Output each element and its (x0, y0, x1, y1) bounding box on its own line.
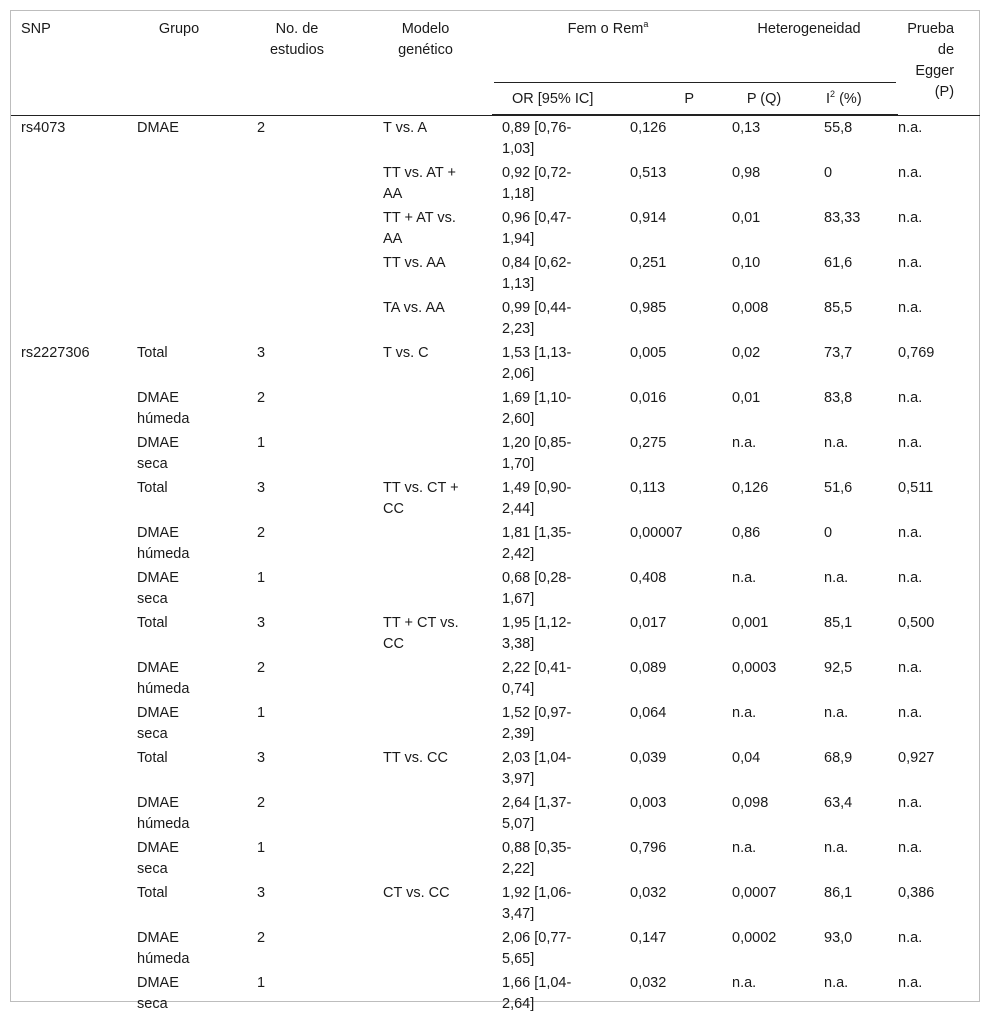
cell-snp (11, 296, 137, 341)
cell-grupo: DMAE húmeda (137, 660, 190, 697)
header-i2-base: I (826, 91, 831, 107)
cell-modelo (367, 566, 492, 611)
cell-pq: 0,0007 (732, 885, 777, 901)
cell-egger: 0,769 (898, 345, 935, 361)
cell-snp (11, 431, 137, 476)
cell-or: 1,49 [0,90-2,44] (502, 480, 572, 517)
table-row (11, 881, 980, 926)
cell-grupo (137, 296, 249, 341)
cell-egger: n.a. (898, 660, 923, 676)
cell-snp (11, 476, 137, 521)
cell-grupo: Total (137, 885, 168, 901)
cell-estudios: 1 (257, 570, 266, 586)
cell-p: 0,016 (630, 390, 667, 406)
cell-or: 0,88 [0,35-2,22] (502, 840, 572, 877)
cell-i2: n.a. (824, 435, 849, 451)
cell-egger: n.a. (898, 300, 923, 316)
cell-egger: n.a. (898, 390, 923, 406)
cell-or: 1,81 [1,35-2,42] (502, 525, 572, 562)
cell-pq: 0,02 (732, 345, 761, 361)
cell-snp (11, 746, 137, 791)
cell-snp (11, 386, 137, 431)
cell-grupo: DMAE seca (137, 975, 179, 1012)
cell-p: 0,796 (630, 840, 667, 856)
cell-p: 0,017 (630, 615, 667, 631)
cell-modelo: TT vs. CC (383, 750, 448, 766)
cell-i2: 0 (824, 525, 833, 541)
cell-p: 0,005 (630, 345, 667, 361)
cell-modelo: TA vs. AA (383, 300, 445, 316)
cell-i2: 55,8 (824, 120, 853, 136)
cell-grupo (137, 251, 249, 296)
cell-grupo: Total (137, 345, 168, 361)
table-row (11, 296, 980, 341)
cell-pq: 0,0002 (732, 930, 777, 946)
cell-estudios: 1 (257, 705, 266, 721)
cell-pq: n.a. (732, 435, 757, 451)
cell-estudios: 2 (257, 119, 266, 136)
cell-estudios: 3 (257, 615, 266, 631)
cell-pq: n.a. (732, 975, 757, 991)
cell-pq: 0,098 (732, 795, 769, 811)
cell-egger: n.a. (898, 570, 923, 586)
cell-snp (11, 251, 137, 296)
cell-pq: n.a. (732, 570, 757, 586)
header-fem-text: Fem o Rem (567, 21, 644, 37)
cell-pq: 0,126 (732, 480, 769, 496)
cell-modelo: TT + AT vs. AA (383, 210, 456, 247)
cell-or: 0,84 [0,62-1,13] (502, 255, 572, 292)
cell-egger: n.a. (898, 165, 923, 181)
cell-or: 0,96 [0,47-1,94] (502, 210, 572, 247)
header-pq: P (Q) (722, 83, 814, 115)
cell-p: 0,032 (630, 975, 667, 991)
cell-pq: 0,10 (732, 255, 761, 271)
cell-snp (11, 206, 137, 251)
cell-i2: 68,9 (824, 750, 853, 766)
cell-modelo (367, 386, 492, 431)
cell-p: 0,408 (630, 570, 667, 586)
cell-egger: 0,511 (898, 480, 934, 496)
cell-egger: n.a. (898, 705, 923, 721)
cell-i2: 61,6 (824, 255, 853, 271)
table-row (11, 251, 980, 296)
cell-modelo (367, 431, 492, 476)
header-hetero (722, 11, 898, 83)
cell-snp (11, 836, 137, 881)
cell-pq: n.a. (732, 840, 757, 856)
cell-grupo: DMAE seca (137, 570, 179, 607)
cell-egger: n.a. (898, 930, 923, 946)
header-estudios: No. de estudios (249, 11, 367, 115)
cell-snp (11, 161, 137, 206)
table-row (11, 701, 980, 746)
cell-grupo: DMAE húmeda (137, 795, 190, 832)
table-row (11, 566, 980, 611)
table-row (11, 656, 980, 701)
cell-modelo (367, 656, 492, 701)
cell-i2: 85,5 (824, 300, 853, 316)
table-row (11, 386, 980, 431)
cell-or: 2,03 [1,04-3,97] (502, 750, 572, 787)
cell-p: 0,00007 (630, 525, 683, 541)
cell-i2: 51,6 (824, 480, 853, 496)
table-row (11, 161, 980, 206)
cell-egger: n.a. (898, 975, 923, 991)
cell-grupo (137, 161, 249, 206)
table-row (11, 206, 980, 251)
cell-estudios: 1 (257, 975, 266, 991)
cell-or: 0,89 [0,76-1,03] (502, 120, 572, 157)
cell-grupo: DMAE (137, 119, 179, 136)
header-or: OR [95% IC] (492, 83, 620, 115)
cell-grupo: DMAE seca (137, 435, 179, 472)
cell-egger: n.a. (898, 119, 923, 136)
cell-grupo: DMAE húmeda (137, 930, 190, 967)
cell-or: 1,53 [1,13-2,06] (502, 345, 572, 382)
cell-i2: 73,7 (824, 345, 853, 361)
cell-egger: n.a. (898, 255, 923, 271)
cell-p: 0,147 (630, 930, 667, 946)
header-i2-sup: 2 (830, 89, 836, 99)
cell-i2: n.a. (824, 975, 849, 991)
header-p: P (620, 83, 722, 115)
cell-pq: 0,001 (732, 615, 769, 631)
cell-egger: 0,927 (898, 750, 935, 766)
cell-egger: 0,386 (898, 885, 935, 901)
cell-p: 0,113 (630, 480, 666, 496)
cell-or: 1,69 [1,10-2,60] (502, 390, 572, 427)
cell-snp (11, 791, 137, 836)
cell-p: 0,089 (630, 660, 667, 676)
cell-pq: 0,01 (732, 210, 761, 226)
table-row (11, 836, 980, 881)
cell-estudios (249, 206, 367, 251)
cell-or: 1,92 [1,06-3,47] (502, 885, 572, 922)
cell-or: 1,52 [0,97-2,39] (502, 705, 572, 742)
cell-snp (11, 611, 137, 656)
table-row (11, 971, 980, 1016)
cell-modelo (367, 926, 492, 971)
cell-egger: n.a. (898, 525, 923, 541)
cell-modelo (367, 701, 492, 746)
cell-or: 0,92 [0,72-1,18] (502, 165, 572, 202)
cell-p: 0,275 (630, 435, 667, 451)
cell-i2: 85,1 (824, 615, 853, 631)
header-i2-rest: (%) (835, 91, 862, 107)
cell-p: 0,064 (630, 705, 667, 721)
cell-pq: n.a. (732, 705, 757, 721)
cell-estudios: 1 (257, 435, 266, 451)
header-fem-sup: a (643, 19, 649, 29)
cell-or: 2,22 [0,41-0,74] (502, 660, 572, 697)
cell-estudios (249, 161, 367, 206)
table-body (11, 115, 980, 1016)
cell-grupo: DMAE húmeda (137, 390, 190, 427)
cell-estudios: 2 (257, 930, 266, 946)
cell-snp: rs2227306 (21, 345, 90, 361)
cell-egger: n.a. (898, 840, 923, 856)
table-row (11, 746, 980, 791)
cell-p: 0,914 (630, 210, 667, 226)
cell-pq: 0,04 (732, 750, 761, 766)
header-snp: SNP (11, 11, 137, 115)
cell-modelo: T vs. C (383, 345, 429, 361)
cell-modelo: TT vs. CT + CC (383, 480, 459, 517)
cell-pq: 0,86 (732, 525, 761, 541)
cell-snp (11, 656, 137, 701)
table-row (11, 476, 980, 521)
cell-i2: 0 (824, 165, 833, 181)
cell-or: 0,68 [0,28-1,67] (502, 570, 572, 607)
cell-p: 0,003 (630, 795, 667, 811)
cell-i2: 93,0 (824, 930, 853, 946)
table-row (11, 611, 980, 656)
cell-pq: 0,01 (732, 390, 761, 406)
header-modelo: Modelo genético (367, 11, 492, 115)
cell-p: 0,251 (630, 255, 667, 271)
cell-modelo: CT vs. CC (383, 885, 450, 901)
table-row (11, 431, 980, 476)
cell-p: 0,039 (630, 750, 667, 766)
cell-or: 1,66 [1,04-2,64] (502, 975, 572, 1012)
table-row (11, 521, 980, 566)
cell-snp (11, 926, 137, 971)
cell-egger: n.a. (898, 795, 923, 811)
cell-egger: 0,500 (898, 615, 935, 631)
cell-snp (11, 881, 137, 926)
cell-pq: 0,008 (732, 300, 769, 316)
cell-grupo: Total (137, 480, 168, 496)
cell-grupo: DMAE seca (137, 705, 179, 742)
table-row (11, 341, 980, 386)
cell-or: 2,64 [1,37-5,07] (502, 795, 572, 832)
cell-i2: 92,5 (824, 660, 853, 676)
cell-modelo (367, 791, 492, 836)
cell-pq: 0,0003 (732, 660, 777, 676)
cell-estudios (249, 296, 367, 341)
cell-estudios: 2 (257, 390, 266, 406)
cell-modelo (367, 521, 492, 566)
cell-modelo: T vs. A (383, 119, 428, 136)
cell-pq: 0,13 (732, 120, 761, 136)
cell-pq: 0,98 (732, 165, 761, 181)
cell-estudios: 3 (257, 885, 266, 901)
cell-modelo: TT vs. AA (383, 255, 446, 271)
cell-or: 1,95 [1,12-3,38] (502, 615, 572, 652)
cell-estudios: 3 (257, 750, 266, 766)
cell-snp (11, 521, 137, 566)
table-row (11, 926, 980, 971)
cell-snp (11, 566, 137, 611)
header-i2 (814, 83, 898, 115)
cell-estudios (249, 251, 367, 296)
cell-or: 2,06 [0,77-5,65] (502, 930, 572, 967)
cell-estudios: 3 (257, 345, 266, 361)
cell-p: 0,513 (630, 165, 667, 181)
cell-grupo: Total (137, 750, 168, 766)
cell-estudios: 2 (257, 660, 266, 676)
cell-or: 1,20 [0,85-1,70] (502, 435, 572, 472)
cell-snp: rs4073 (21, 119, 66, 136)
cell-i2: 83,33 (824, 210, 861, 226)
header-fem (492, 11, 722, 83)
cell-p: 0,126 (630, 120, 667, 136)
cell-i2: 63,4 (824, 795, 853, 811)
cell-modelo (367, 836, 492, 881)
cell-egger: n.a. (898, 435, 923, 451)
cell-grupo: DMAE seca (137, 840, 179, 877)
cell-i2: n.a. (824, 570, 849, 586)
cell-i2: n.a. (824, 840, 849, 856)
table-row (11, 791, 980, 836)
cell-or: 0,99 [0,44-2,23] (502, 300, 572, 337)
cell-i2: 86,1 (824, 885, 853, 901)
cell-modelo: TT + CT vs. CC (383, 615, 459, 652)
header-hetero-text: Heterogeneidad (757, 21, 861, 37)
header-grupo: Grupo (137, 11, 249, 115)
header-egger: Prueba de Egger (P) (898, 11, 980, 115)
cell-grupo: DMAE húmeda (137, 525, 190, 562)
cell-p: 0,985 (630, 300, 667, 316)
cell-estudios: 3 (257, 480, 266, 496)
cell-egger: n.a. (898, 210, 923, 226)
cell-snp (11, 701, 137, 746)
cell-p: 0,032 (630, 885, 667, 901)
cell-snp (11, 971, 137, 1016)
cell-modelo: TT vs. AT + AA (383, 165, 456, 202)
table-row (11, 115, 980, 161)
cell-grupo: Total (137, 615, 168, 631)
cell-estudios: 2 (257, 525, 266, 541)
cell-modelo (367, 971, 492, 1016)
meta-analysis-table (11, 11, 980, 1016)
cell-i2: 83,8 (824, 390, 853, 406)
cell-estudios: 2 (257, 795, 266, 811)
cell-grupo (137, 206, 249, 251)
cell-i2: n.a. (824, 705, 849, 721)
cell-estudios: 1 (257, 840, 266, 856)
